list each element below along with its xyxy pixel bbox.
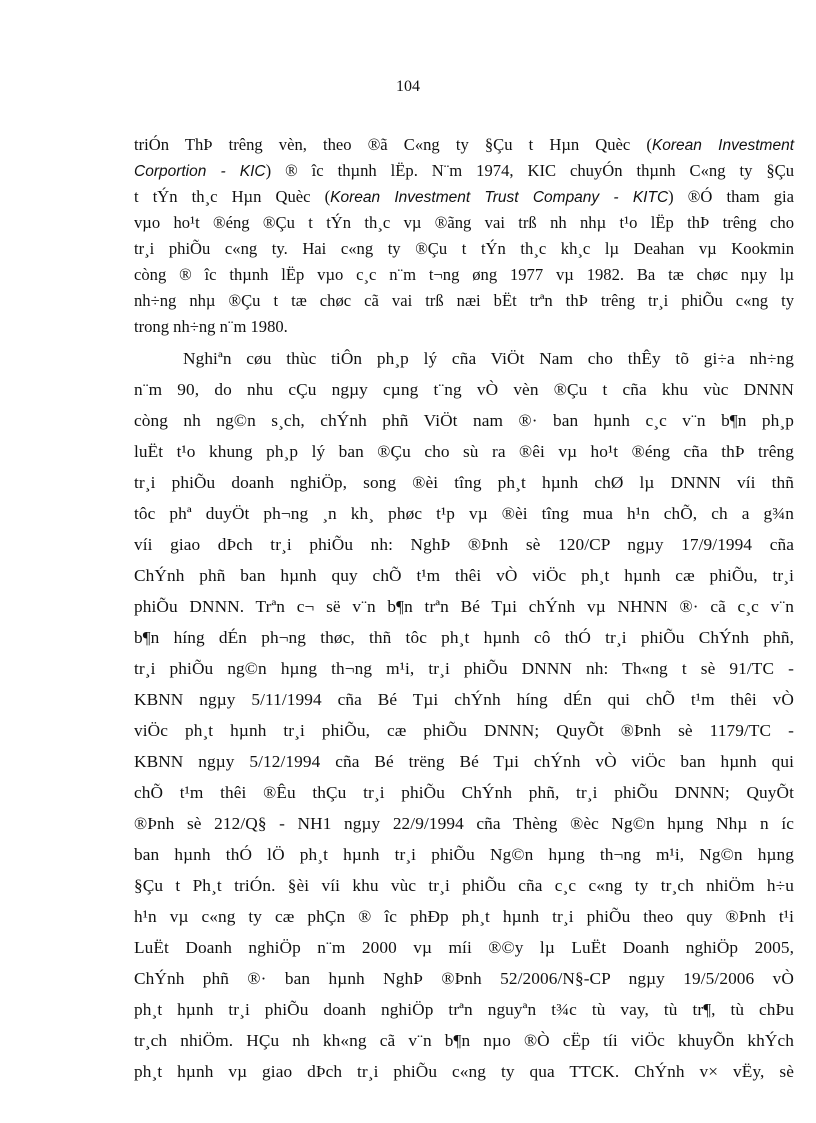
paragraph-line: Nghiªn cøu thùc tiÔn ph¸p lý cña ViÖt Nam cho thÊy tõ gi÷a nh÷ng: [183, 349, 794, 368]
paragraph-line: tôc phª duyÖt ph¬ng ¸n kh¸ phøc t¹p vµ ®èi tîng mua h¹n chÕ, ch a g¾n: [134, 504, 794, 523]
paragraph-line: §Çu t Ph¸t triÓn. §èi víi khu vùc tr¸i phiÕu cña c¸c c«ng ty tr¸ch nhiÖm h÷u: [134, 876, 794, 895]
page-number: 104: [396, 78, 420, 95]
paragraph-line: KBNN ngµy 5/11/1994 cña Bé Tµi chÝnh híng dÉn qui chÕ t¹m thêi vÒ: [134, 690, 794, 709]
paragraph-line: tr¸ch nhiÖm. HÇu nh kh«ng cã v¨n b¶n nµo ®Ò cËp tíi viÖc khuyÕn khÝch: [134, 1031, 794, 1050]
paragraph-line: tr¸i phiÕu ng©n hµng th¬ng m¹i, tr¸i phiÕu DNNN nh: Th«ng t sè 91/TC -: [134, 659, 794, 678]
paragraph-line: tr¸i phiÕu doanh nghiÖp, song ®èi tîng ph¸t hµnh chØ lµ DNNN víi thñ: [134, 473, 794, 492]
paragraph-line: KBNN ngµy 5/12/1994 cña Bé trëng Bé Tµi chÝnh vÒ viÖc ban hµnh qui: [134, 752, 794, 771]
paragraph-line: triÓn ThÞ trêng vèn, theo ®ã C«ng ty §Çu t Hµn Quèc (Korean Investment: [134, 135, 794, 154]
paragraph-line: ChÝnh phñ ban hµnh quy chÕ t¹m thêi vÒ viÖc ph¸t hµnh cæ phiÕu, tr¸i: [134, 566, 794, 585]
paragraph-line: trong nh÷ng n¨m 1980.: [134, 317, 288, 336]
paragraph-line: nh÷ng nhµ ®Çu t tæ chøc cã vai trß næi bËt trªn thÞ trêng tr¸i phiÕu c«ng ty: [134, 291, 794, 310]
paragraph-line: còng nh ng©n s¸ch, chÝnh phñ ViÖt nam ®· ban hµnh c¸c v¨n b¶n ph¸p: [134, 411, 794, 430]
paragraph-line: b¶n híng dÉn ph¬ng thøc, thñ tôc ph¸t hµnh cô thÓ tr¸i phiÕu ChÝnh phñ,: [134, 628, 794, 647]
paragraph-line: phiÕu DNNN. Trªn c¬ së v¨n b¶n trªn Bé Tµi chÝnh vµ NHNN ®· cã c¸c v¨n: [134, 597, 794, 616]
paragraph-line: ®Þnh sè 212/Q§ - NH1 ngµy 22/9/1994 cña Thèng ®èc Ng©n hµng Nhµ n íc: [134, 814, 794, 833]
paragraph-line: chÕ t¹m thêi ®Êu thÇu tr¸i phiÕu ChÝnh phñ, tr¸i phiÕu DNNN; QuyÕt: [134, 783, 794, 802]
paragraph-line: ph¸t hµnh vµ giao dÞch tr¸i phiÕu c«ng ty qua TTCK. ChÝnh v× vËy, sè: [134, 1062, 794, 1081]
paragraph-line: viÖc ph¸t hµnh tr¸i phiÕu, cæ phiÕu DNNN; QuyÕt ®Þnh sè 1179/TC -: [134, 721, 794, 740]
paragraph-line: víi giao dÞch tr¸i phiÕu nh: NghÞ ®Þnh sè 120/CP ngµy 17/9/1994 cña: [134, 535, 794, 554]
paragraph-line: vµo ho¹t ®éng ®Çu t tÝn th¸c vµ ®ãng vai trß nh nhµ t¹o lËp thÞ trêng cho: [134, 213, 794, 232]
paragraph-line: t tÝn th¸c Hµn Quèc (Korean Investment Trust Company - KITC) ®Ó tham gia: [134, 187, 795, 206]
paragraph-line: LuËt Doanh nghiÖp n¨m 2000 vµ míi ®©y lµ LuËt Doanh nghiÖp 2005,: [134, 938, 794, 957]
paragraph-line: h¹n vµ c«ng ty cæ phÇn ® îc phÐp ph¸t hµnh tr¸i phiÕu theo quy ®Þnh t¹i: [134, 907, 794, 926]
paragraph-line: tr¸i phiÕu c«ng ty. Hai c«ng ty ®Çu t tÝn th¸c kh¸c lµ Deahan vµ Kookmin: [134, 239, 794, 258]
paragraph-line: Corportion - KIC) ® îc thµnh lËp. N¨m 1974, KIC chuyÓn thµnh C«ng ty §Çu: [134, 161, 794, 180]
paragraph-line: luËt t¹o khung ph¸p lý ban ®Çu cho sù ra ®êi vµ ho¹t ®éng cña thÞ trêng: [134, 442, 794, 461]
paragraph-line: n¨m 90, do nhu cÇu ngµy cµng t¨ng vÒ vèn ®Çu t cña khu vùc DNNN: [134, 380, 794, 399]
paragraph-line: ChÝnh phñ ®· ban hµnh NghÞ ®Þnh 52/2006/N§-CP ngµy 19/5/2006 vÒ: [134, 969, 794, 988]
paragraph-line: còng ® îc thµnh lËp vµo c¸c n¨m t¬ng øng 1977 vµ 1982. Ba tæ chøc nµy lµ: [134, 265, 794, 284]
paragraph-line: ph¸t hµnh tr¸i phiÕu doanh nghiÖp trªn nguyªn t¾c tù vay, tù tr¶, tù chÞu: [134, 1000, 794, 1019]
paragraph-line: ban hµnh thÓ lÖ ph¸t hµnh tr¸i phiÕu Ng©n hµng th¬ng m¹i, Ng©n hµng: [134, 845, 794, 864]
